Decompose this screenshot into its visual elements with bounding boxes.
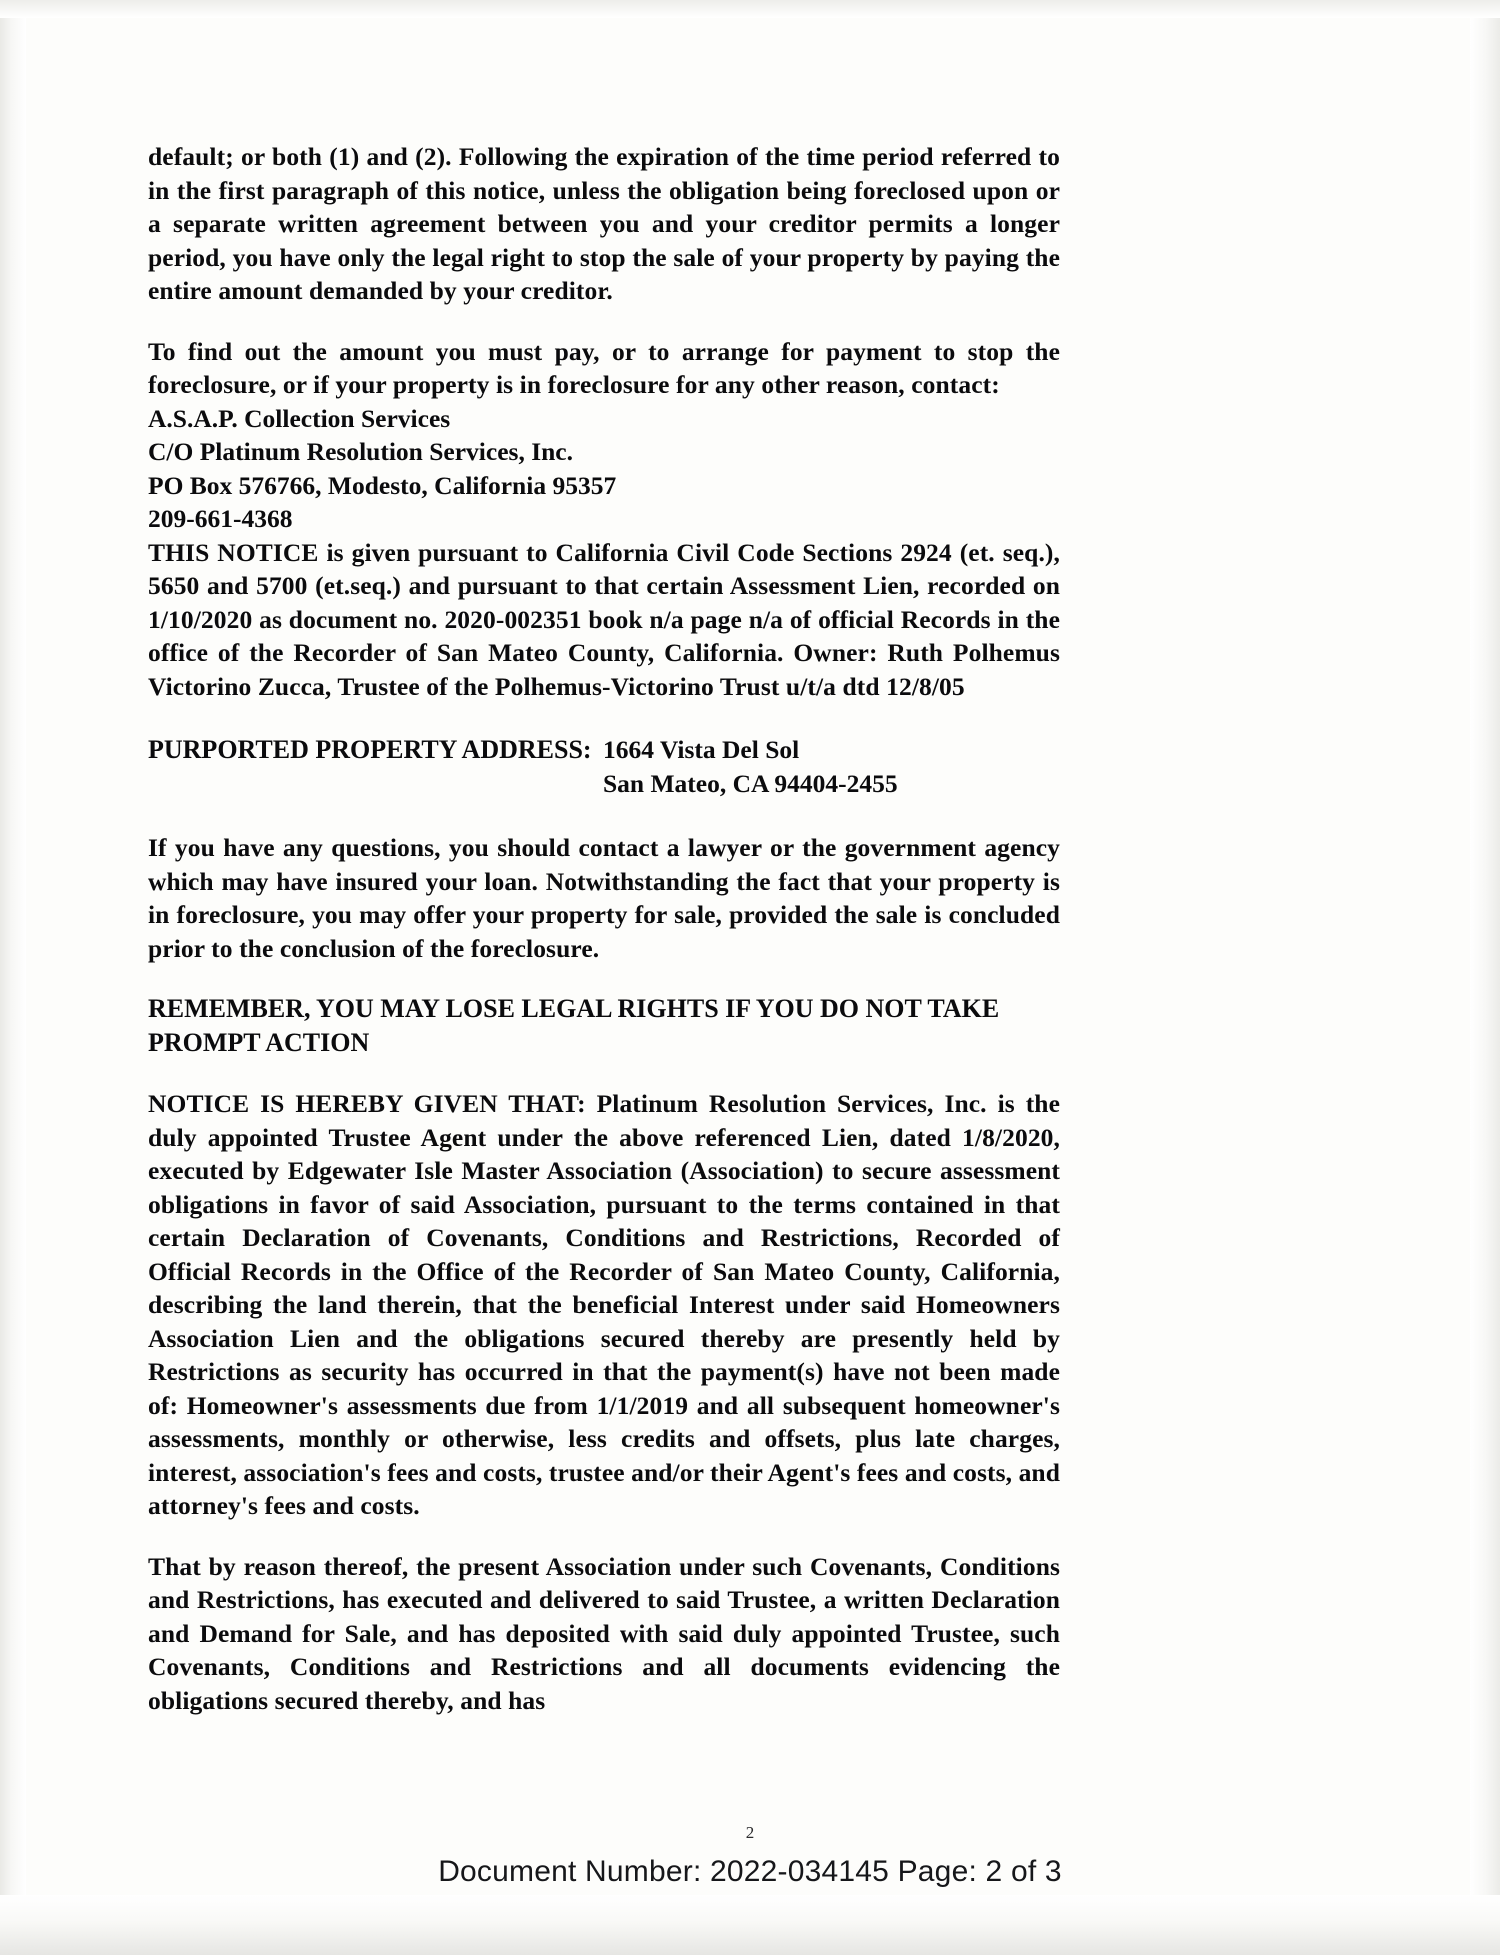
property-address-city-state-zip: San Mateo, CA 94404-2455 [603, 769, 898, 798]
scan-edge-bottom [0, 1895, 1500, 1955]
property-address-street: 1664 Vista Del Sol [603, 735, 800, 764]
scan-edge-right [1470, 0, 1500, 1955]
contact-line-address: PO Box 576766, Modesto, California 95357 [148, 470, 617, 500]
contact-line-phone: 209-661-4368 [148, 504, 293, 533]
paragraph-this-notice: THIS NOTICE is given pursuant to California Civil Code Sections 2924 (et. seq.), 5650 and 5700 (et.seq.) and pursuant to that certain Assessment Lien, recorded on 1/10/2020 as document no. 2020-002351 book n/a page n/a of official Records in the office of the Recorder of San Mateo County, California. Owner: Ruth Polhemus Victorino Zucca, Trustee of the Polhemus-Victorino Trust u/t/a dtd 12/8/05 [148, 537, 1060, 701]
heading-remember-legal-rights: REMEMBER, YOU MAY LOSE LEGAL RIGHTS IF YOU DO NOT TAKE PROMPT ACTION [148, 994, 1000, 1057]
paragraph-find-out-amount: To find out the amount you must pay, or to arrange for payment to stop the foreclosure, or if your property is in foreclosure for any other reason, contact: [148, 336, 1060, 399]
purported-property-address-row [148, 733, 1060, 801]
page-number-mark: 2 [745, 1823, 755, 1842]
document-number-footer-stamp: Document Number: 2022-034145 Page: 2 of 3 [438, 1855, 1062, 1888]
paragraph-questions-lawyer: If you have any questions, you should contact a lawyer or the government agency which may have insured your loan. Notwithstanding the fact that your property is in foreclosure, you may offer your property for sale, provided the sale is concluded prior to the conclusion of the foreclosure. [148, 833, 1060, 963]
paragraph-notice-is-hereby-given: NOTICE IS HEREBY GIVEN THAT: Platinum Resolution Services, Inc. is the duly appointed Trustee Agent under the above referenced Lien, dated 1/8/2020, executed by Edgewater Isle Master Association (Association) to secure assessment obligations in favor of said Association, pursuant to the terms contained in that certain Declaration of Covenants, Conditions and Restrictions, Recorded of Official Records in the Office of the Recorder of San Mateo County, California, describing the land therein, that the beneficial Interest under said Homeowners Association Lien and the obligations secured thereby are presently held by Restrictions as security has occurred in that the payment(s) have not been made of: Homeowner's assessments due from 1/1/2019 and all subsequent homeowner's assessments, monthly or otherwise, less credits and offsets, plus late charges, interest, association's fees and costs, trustee and/or their Agent's fees and costs, and attorney's fees and costs. [148, 1089, 1060, 1520]
scan-edge-top [0, 0, 1500, 18]
purported-property-address-label: PURPORTED PROPERTY ADDRESS: [148, 735, 592, 764]
contact-line-company: A.S.A.P. Collection Services [148, 403, 451, 433]
contact-block [148, 402, 1060, 536]
contact-line-care-of: C/O Platinum Resolution Services, Inc. [148, 437, 573, 466]
paragraph-default-clause: default; or both (1) and (2). Following the expiration of the time period referred to in the first paragraph of this notice, unless the obligation being foreclosed upon or a separate written agreement between you and your creditor permits a longer period, you have only the legal right to stop the sale of your property by paying the entire amount demanded by your creditor. [148, 142, 1060, 305]
paragraph-that-by-reason-thereof: That by reason thereof, the present Association under such Covenants, Conditions and Restrictions, has executed and delivered to said Trustee, a written Declaration and Demand for Sale, and has deposited with said duly appointed Trustee, such Covenants, Conditions and Restrictions and all documents evidencing the obligations secured thereby, and has [148, 1551, 1060, 1715]
purported-property-address-value [603, 733, 1060, 801]
document-body [148, 140, 1060, 1744]
scan-edge-left [0, 0, 26, 1955]
